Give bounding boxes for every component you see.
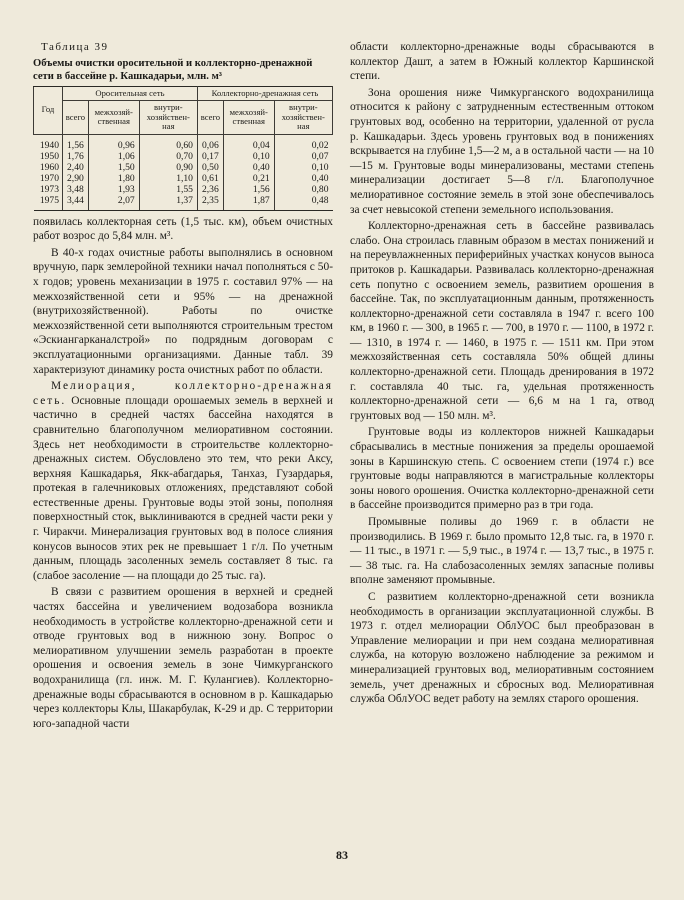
table-row [34,195,333,211]
table-cell: 1975 [34,195,63,211]
table-cell: 0,96 [88,134,139,151]
table-cell: 0,40 [274,173,332,184]
table-cell: 1,56 [223,184,274,195]
table-cell: 0,06 [197,134,223,151]
table-cell: 1,50 [88,162,139,173]
table-cell: 1,80 [88,173,139,184]
col-header-dr-total: всего [197,101,223,135]
table-cell: 1,76 [63,151,89,162]
table-cell: 0,70 [139,151,197,162]
table-cell: 0,07 [274,151,332,162]
table-cell: 0,40 [223,162,274,173]
table-cell: 0,80 [274,184,332,195]
data-table [33,86,333,211]
table-cell: 2,36 [197,184,223,195]
table-cell: 1960 [39,161,59,173]
table-cell: 1,87 [223,195,274,211]
table-cell: 0,48 [274,195,332,211]
table-cell: 0,02 [274,134,332,151]
paragraph: Коллекторно-дренажная сеть в бассейне развивалась слабо. Она строилась главным образом в местах понижений и на переувлажненных периферийных участках конусов выноса притоков р. Кашкадарьи. Развивалась коллекторно-дренажная сеть попутно с освоением земель, развитием орошения в бассейне. Так, по эксплуатационным данным, протяженность коллекторно-дренажной сети составляла в 1947 г. всего 100 км, в 1960 г. — 300, в 1965 г. — 700, в 1970 г. — 1100, в 1972 г. — 1310, в 1974 г. — 1460, в 1975 г. — 1511 км. При этом межхозяйственная сеть составляла 50% общей длины коллекторно-дренажной сети. Площадь дренирования в 1972 г. составляла 40 тыс. га, удельная протяженность коллекторно-дренажной сети — 6,6 м на 1 га, отвод грунтовых вод — 150 млн. м³. [350,220,654,422]
table-cell: 1,93 [88,184,139,195]
table-cell: 1973 [39,183,59,195]
paragraph-text: Основные площади орошаемых земель в верхней и частично в средней частях бассейна находятся в сравнительно благополучном мелиоративном состоянии. Здесь нет необходимости в строительстве коллекторно-дренажных систем. Обусловлено это тем, что реки Аксу, верхняя Кашкадарья, Якк-абагдарья, Танхаз, Гузардарья, протекая в галечниковых отложениях, представляют собой естественные дрены. Грунтовые воды этой зоны, пополняя поверхностный сток, выклиниваются в средней части реки у г. Чиракчи. Минерализация грунтовых вод в полосе слияния конусов выносов этих рек не превышает 1 г/л. По учетным данным, площадь засоленных земель составляет 8 тыс. га (слабое засоление — на площади до 25 тыс. га). [33,394,333,582]
col-header-year: Год [34,86,63,134]
table-cell: 1,56 [63,134,89,151]
table-cell: 1,37 [139,195,197,211]
col-header-dr-intra: внутри-хозяйствен-ная [274,101,332,135]
paragraph: Грунтовые воды из коллекторов нижней Кашкадарьи сбрасывались в местные понижения за пределы орошаемой зоны в Каршинскую степь. С освоением степи (1974 г.) все грунтовые воды направляются в магистральные коллекторы зоны нового орошения. Очистка коллекторно-дренажной сети в бассейне производится примерно раз в три года. [350,426,654,512]
paragraph-melioration [33,379,333,583]
paragraph: С развитием коллекторно-дренажной сети возникла необходимость в организации эксплуатационной службы. В 1973 г. отдел мелиорации ОблУОС был преобразован в Управление мелиорации и при нем создана мелиоративная служба, на которую возложено наблюдение за режимом и минерализацией грунтовых вод, мелиоративным состоянием земель, учет дренажных и сбросных вод. Мелиоративная служба ОблУОС ведет работу на землях старого орошения. [350,590,654,706]
table-cell: 0,10 [274,162,332,173]
col-group-drainage: Коллекторно-дренажная сеть [197,86,332,101]
table-caption: Объемы очистки оросительной и коллекторно-дренажной сети в бассейне р. Кашкадарьи, млн. м³ [33,57,313,82]
table-cell: 3,48 [63,184,89,195]
col-header-irr-intra: внутри-хозяйствен-ная [139,101,197,135]
col-header-irr-inter: межхозяй-ственная [88,101,139,135]
table-row [34,134,333,151]
table-cell: 2,07 [88,195,139,211]
right-column [350,40,654,709]
table-row [34,162,333,173]
left-column [33,40,333,733]
table-cell: 1970 [39,172,59,184]
paragraph: Промывные поливы до 1969 г. в области не производились. В 1969 г. было промыто 12,8 тыс. га, в 1970 г. — 11 тыс., в 1971 г. — 5,9 тыс., в 1974 г. — 13,7 тыс., в 1975 г. — 38 тыс. га. На слабозасоленных землях запасные поливы вполне заменяют промывные. [350,516,654,587]
table-cell: 0,10 [223,151,274,162]
col-header-irr-total: всего [63,101,89,135]
table-cell: 0,50 [197,162,223,173]
paragraph: Зона орошения ниже Чимкурганского водохранилища относится к району с затрудненным естественным оттоком грунтовых вод, особенно на территории, удаленной от русла р. Кашкадарьи. Здесь уровень грунтовых вод в понижениях вскрывается на глубине 1,5—2 м, а в остальной части — на 10—15 м. Грунтовые воды минерализованы, местами степень минерализации достигает 5—8 г/л. Благополучное мелиоративное состояние земель в этой зоне обеспечивалось за счет невысокой степени земельного использования. [350,86,654,216]
table-cell: 2,35 [197,195,223,211]
section-heading: Мелиорация, коллекторно-дренажная сеть. [33,380,333,407]
table-cell: 0,17 [197,151,223,162]
page-number: 83 [336,848,348,862]
table-cell: 1,10 [139,173,197,184]
table-cell: 2,40 [63,162,89,173]
paragraph: В 40-х годах очистные работы выполнялись в основном вручную, парк землеройной техники начал пополняться с 50-х годов; уровень механизации в 1975 г. составил 97% — на межхозяйственной сети и 95% — на дренажной (внутрихозяйственной). Работы по очистке межхозяйственной сети выполняются строительным трестом «Эскиангарканалстрой» по подрядным договорам с эксплуатационными организациями. Данные табл. 39 характеризуют динамику роста очистных работ по области. [33,246,333,376]
table-cell: 0,61 [197,173,223,184]
table-cell: 3,44 [63,195,89,211]
paragraph: появилась коллекторная сеть (1,5 тыс. км), объем очистных работ возрос до 5,84 млн. м³. [33,215,333,243]
table-cell: 0,60 [139,134,197,151]
table-cell: 1950 [39,150,59,162]
table-row [34,184,333,195]
table-cell: 1940 [39,139,59,151]
col-header-dr-inter: межхозяй-ственная [223,101,274,135]
paragraph: области коллекторно-дренажные воды сбрасываются в коллектор Дашт, а затем в Южный коллектор Каршинской степи. [350,41,654,83]
table-cell: 0,21 [223,173,274,184]
table-cell: 2,90 [63,173,89,184]
col-group-irrigation: Оросительная сеть [63,86,198,101]
table-label: Таблица 39 [41,41,109,53]
paragraph: В связи с развитием орошения в верхней и средней частях бассейна и увеличением водозабора возникла необходимость в устройстве коллекторно-дренажной сети и отводе грунтовых вод в нижнюю зону. Вопрос о мелиоративном улучшении земель разработан в проекте орошения и освоения земель в зоне Чимкурганского водохранилища (гл. инж. М. Г. Кулангиев). Коллекторно-дренажные воды сбрасываются в основном в р. Кашкадарью через коллекторы Клы, Шакарбулак, К-29 и др. С территории юго-западной части [33,586,333,730]
table-row [34,173,333,184]
table-cell: 1,06 [88,151,139,162]
table-row [34,151,333,162]
table-cell: 0,04 [223,134,274,151]
table-cell: 1,55 [139,184,197,195]
table-cell: 0,90 [139,162,197,173]
